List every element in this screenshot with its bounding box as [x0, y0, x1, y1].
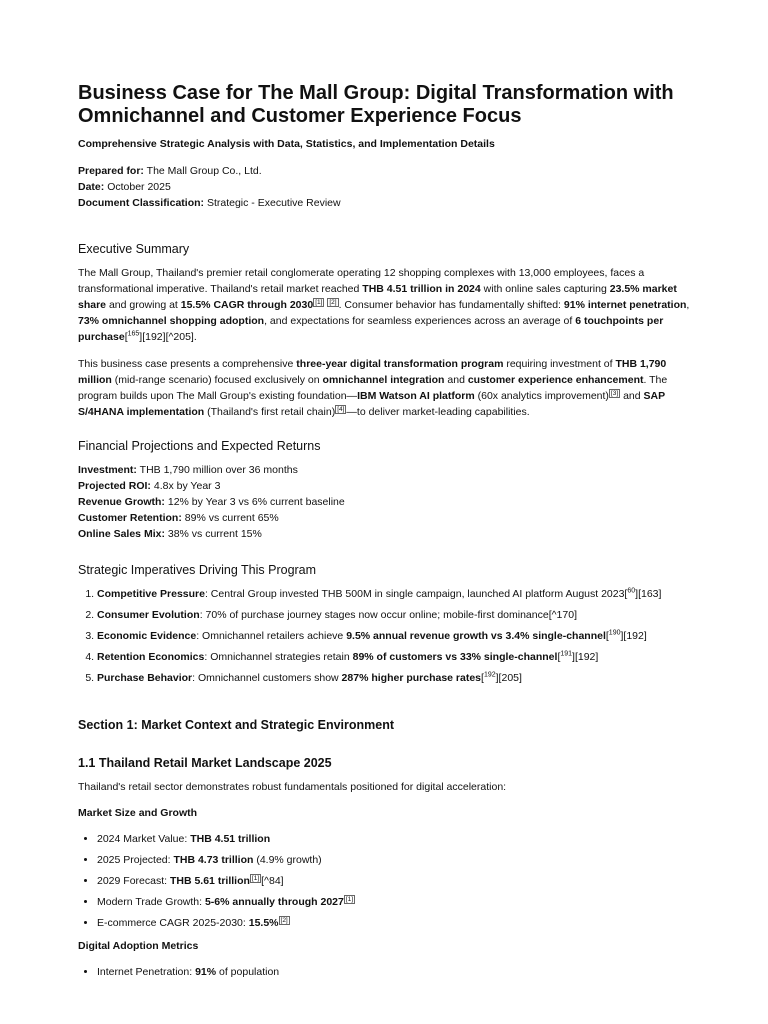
text: [ — [481, 672, 484, 684]
text: Competitive Pressure — [97, 588, 205, 600]
text: 287% higher purchase rates — [341, 672, 482, 684]
text: ][205] — [495, 672, 522, 684]
row-label: Investment: — [78, 464, 137, 476]
text: 91% — [195, 966, 217, 978]
text: [ — [557, 651, 561, 663]
row-value: 12% by Year 3 vs 6% current baseline — [164, 496, 345, 508]
list-item — [97, 833, 709, 846]
row-value: 4.8x by Year 3 — [150, 480, 221, 492]
text: Internet Penetration: — [97, 966, 196, 978]
text: [ — [124, 331, 128, 343]
citation-link[interactable]: [2] — [329, 298, 337, 306]
text: : Omnichannel customers show — [192, 672, 342, 684]
row-value: 89% vs current 65% — [181, 512, 279, 524]
text: customer experience enhancement — [467, 374, 644, 386]
meta-value: The Mall Group Co., Ltd. — [146, 165, 262, 177]
financial-row — [78, 512, 279, 524]
row-label: Online Sales Mix: — [78, 528, 165, 540]
text: Retention Economics — [97, 651, 205, 663]
text: three-year digital transformation program — [296, 358, 504, 370]
section-1-1-heading: 1.1 Thailand Retail Market Landscape 2025 — [78, 756, 332, 770]
executive-summary-heading: Executive Summary — [78, 242, 190, 256]
text: (4.9% growth) — [253, 854, 322, 866]
text: ][192][^205]. — [139, 331, 197, 343]
citation-link[interactable]: [4] — [337, 405, 345, 413]
meta-date — [78, 181, 171, 193]
financial-row — [78, 464, 298, 476]
text: , and expectations for seamless experiences across an average of — [264, 315, 576, 327]
meta-value: October 2025 — [107, 181, 171, 193]
citation-link[interactable]: 192 — [483, 671, 496, 679]
text: [^84] — [261, 875, 284, 887]
citation-link[interactable]: 60 — [627, 587, 636, 595]
text: Economic Evidence — [97, 630, 197, 642]
text: —to deliver market-leading capabilities. — [346, 406, 530, 418]
financial-row — [78, 480, 220, 492]
text: , — [686, 299, 690, 311]
text: THB 1,790 million — [78, 358, 667, 386]
text: omnichannel integration — [322, 374, 445, 386]
list-item — [97, 672, 709, 685]
text: with online sales capturing — [480, 283, 610, 295]
meta-label: Document Classification: — [78, 197, 205, 209]
exec-paragraph-1 — [78, 265, 690, 345]
list-item — [97, 651, 709, 664]
text: (60x analytics improvement) — [474, 390, 609, 402]
text: 15.5% — [248, 917, 279, 929]
citation-link[interactable]: [3] — [610, 389, 619, 397]
citation-link[interactable]: [1] — [345, 895, 354, 903]
text: 2024 Market Value: — [97, 833, 191, 845]
text: : Omnichannel strategies retain — [204, 651, 353, 663]
text: THB 4.51 trillion — [190, 833, 271, 845]
financial-heading: Financial Projections and Expected Returns — [78, 439, 321, 453]
text: The Mall Group, Thailand's premier retail conglomerate operating 12 shopping complexes with 13,000 employees, faces a transformational imperative. Thailand's retail market reached — [78, 267, 645, 295]
financial-row — [78, 528, 262, 540]
meta-label: Date: — [78, 181, 105, 193]
list-item — [97, 588, 709, 601]
text: of population — [216, 966, 280, 978]
list-item — [97, 630, 709, 643]
imperatives-list — [78, 588, 709, 693]
text: 15.5% CAGR through 2030 — [180, 299, 314, 311]
text: : Central Group invested THB 500M in single campaign, launched AI platform August 2023[ — [204, 588, 628, 600]
text: Purchase Behavior — [97, 672, 193, 684]
citation-link[interactable]: [1] — [315, 298, 323, 306]
text: 2025 Projected: — [97, 854, 174, 866]
text: ][192] — [572, 651, 599, 663]
section-1-heading: Section 1: Market Context and Strategic Environment — [78, 718, 395, 732]
document-subtitle: Comprehensive Strategic Analysis with Data, Statistics, and Implementation Details — [78, 138, 495, 150]
text: 73% omnichannel shopping adoption — [78, 315, 265, 327]
text: IBM Watson AI platform — [357, 390, 475, 402]
text: : Omnichannel retailers achieve — [196, 630, 347, 642]
text: This business case presents a comprehensive — [78, 358, 297, 370]
row-label: Revenue Growth: — [78, 496, 165, 508]
text: 91% internet penetration — [563, 299, 687, 311]
digital-adoption-list — [78, 966, 709, 987]
text: ][163] — [635, 588, 662, 600]
digital-adoption-heading: Digital Adoption Metrics — [78, 940, 199, 952]
text: and growing at — [106, 299, 181, 311]
list-item — [97, 917, 709, 930]
text: 6 touchpoints per purchase — [78, 315, 664, 343]
text: SAP S/4HANA implementation — [78, 390, 665, 418]
financial-row — [78, 496, 345, 508]
text: E-commerce CAGR 2025-2030: — [97, 917, 249, 929]
document-title: Business Case for The Mall Group: Digital Transformation with Omnichannel and Customer Experience Focus — [78, 82, 674, 127]
text: . The program builds upon The Mall Group's existing foundation— — [78, 374, 668, 402]
list-item — [97, 875, 709, 888]
row-label: Customer Retention: — [78, 512, 182, 524]
text: (mid-range scenario) focused exclusively on — [111, 374, 323, 386]
citation-link[interactable]: 165 — [127, 330, 140, 338]
text: . Consumer behavior has fundamentally shifted: — [338, 299, 564, 311]
meta-classification — [78, 197, 341, 209]
list-item — [97, 609, 709, 622]
text: 23.5% market share — [78, 283, 677, 311]
text: (Thailand's first retail chain) — [204, 406, 336, 418]
citation-link[interactable]: 190 — [608, 629, 621, 637]
meta-label: Prepared for: — [78, 165, 144, 177]
list-item — [97, 966, 709, 979]
text: 5-6% annually through 2027 — [204, 896, 344, 908]
section-intro: Thailand's retail sector demonstrates robust fundamentals positioned for digital acceleration: — [78, 781, 507, 793]
text: Modern Trade Growth: — [97, 896, 205, 908]
imperatives-heading: Strategic Imperatives Driving This Program — [78, 563, 317, 577]
text: 89% of customers vs 33% single-channel — [352, 651, 558, 663]
text: [ — [605, 630, 609, 642]
citation-link[interactable]: [1] — [251, 874, 260, 882]
text: THB 4.51 trillion in 2024 — [362, 283, 481, 295]
exec-paragraph-2 — [78, 356, 690, 420]
text: THB 4.73 trillion — [173, 854, 254, 866]
citation-link[interactable]: 191 — [560, 650, 573, 658]
text: requiring investment of — [503, 358, 616, 370]
text: ][192] — [620, 630, 647, 642]
market-size-heading: Market Size and Growth — [78, 807, 198, 819]
row-value: 38% vs current 15% — [164, 528, 262, 540]
meta-value: Strategic - Executive Review — [206, 197, 341, 209]
row-value: THB 1,790 million over 36 months — [136, 464, 298, 476]
citation-link[interactable]: [2] — [280, 916, 288, 924]
text: Consumer Evolution — [97, 609, 200, 621]
text: and — [620, 390, 644, 402]
meta-prepared — [78, 165, 262, 177]
text: 2029 Forecast: — [97, 875, 170, 887]
list-item — [97, 854, 709, 867]
text: THB 5.61 trillion — [169, 875, 250, 887]
row-label: Projected ROI: — [78, 480, 151, 492]
text: 9.5% annual revenue growth vs 3.4% single-channel — [346, 630, 606, 642]
list-item — [97, 896, 709, 909]
market-size-list — [78, 833, 709, 938]
text: and — [444, 374, 468, 386]
text: : 70% of purchase journey stages now occur online; mobile-first dominance[^170] — [199, 609, 577, 621]
